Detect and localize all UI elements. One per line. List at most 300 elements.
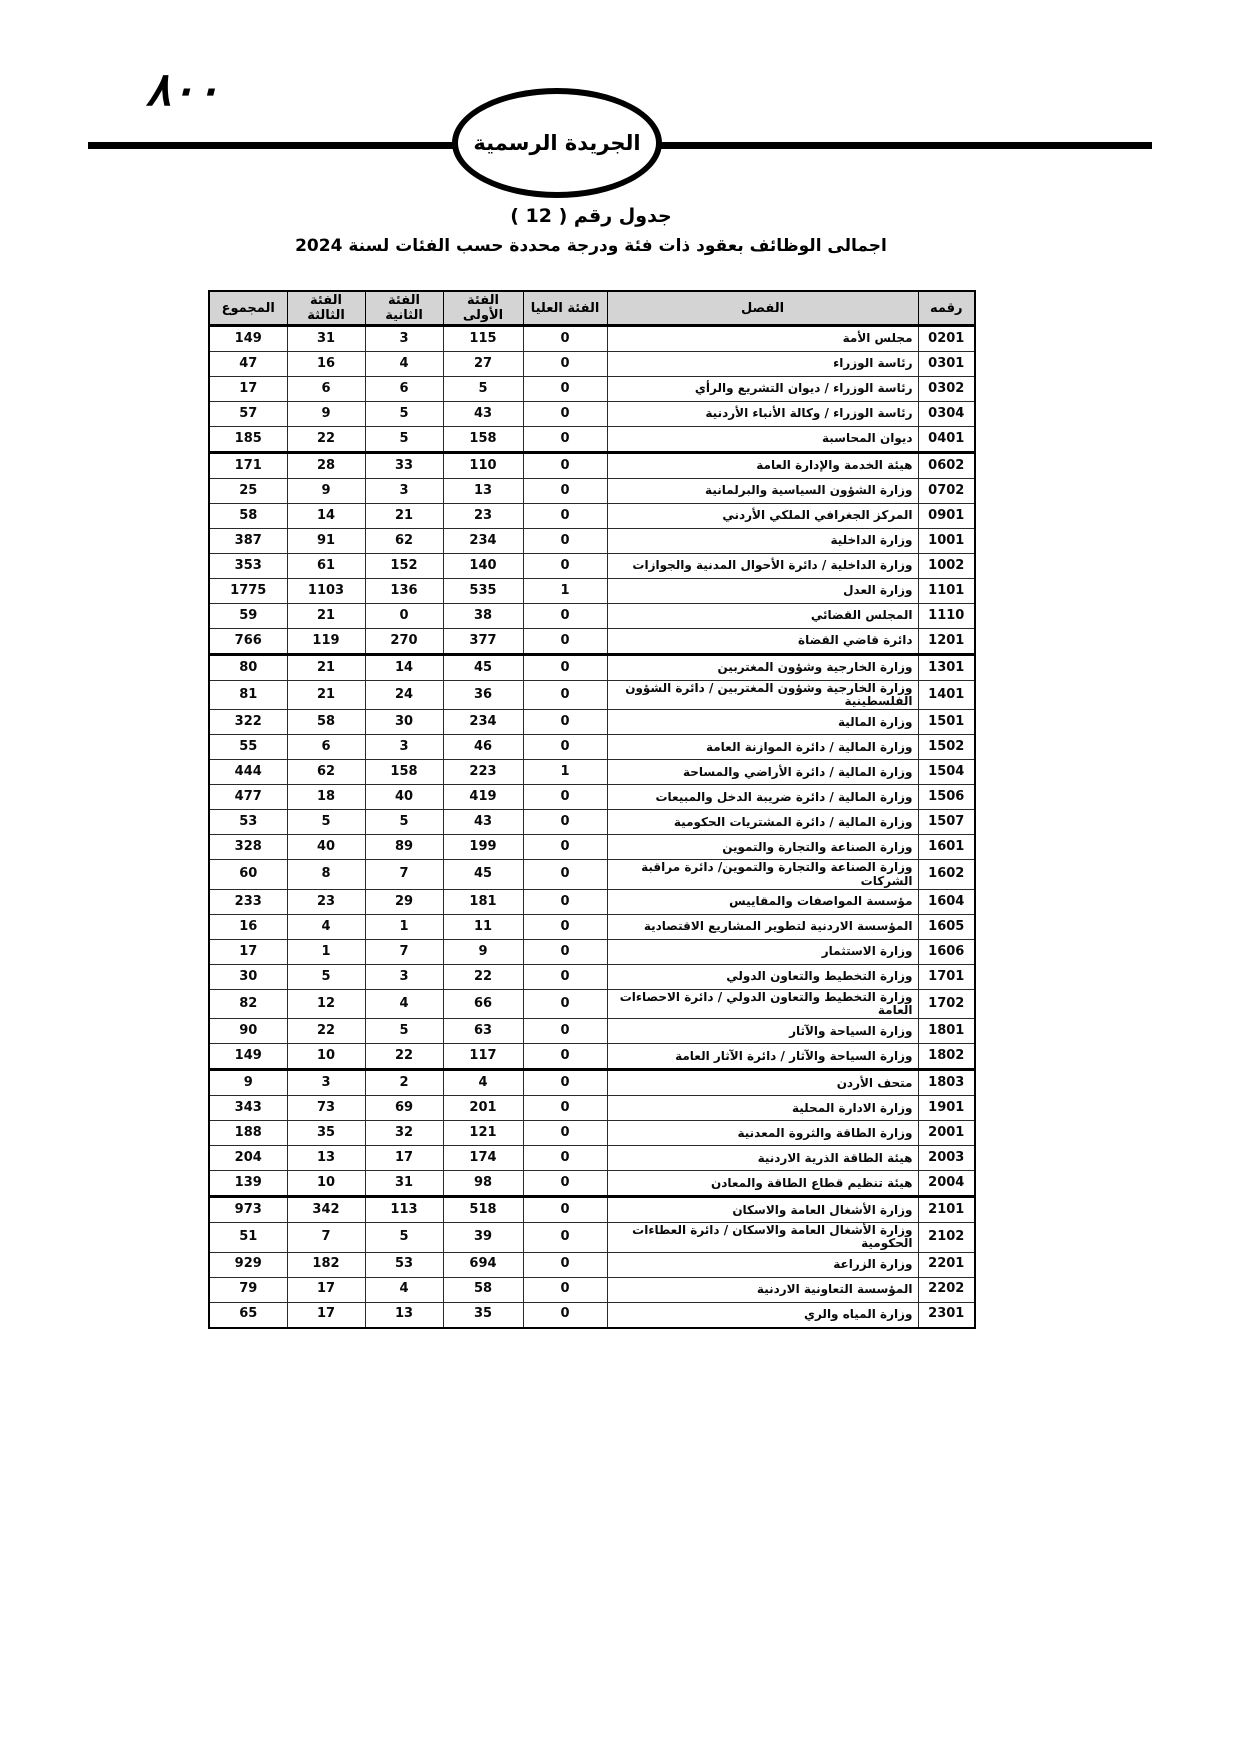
cell-third: 12 xyxy=(287,989,365,1018)
cell-total: 9 xyxy=(209,1070,287,1096)
table-row xyxy=(209,1121,975,1146)
cell-upper: 0 xyxy=(523,1252,607,1277)
cell-total: 171 xyxy=(209,453,287,479)
col-header-chapter: الفصل xyxy=(607,291,918,326)
jobs-by-category-table xyxy=(208,290,976,1329)
cell-total: 60 xyxy=(209,860,287,889)
table-row xyxy=(209,785,975,810)
cell-second: 2 xyxy=(365,1070,443,1096)
cell-second: 21 xyxy=(365,504,443,529)
cell-second: 3 xyxy=(365,326,443,352)
cell-upper: 0 xyxy=(523,1197,607,1223)
cell-code: 1606 xyxy=(918,939,975,964)
cell-upper: 0 xyxy=(523,810,607,835)
table-row xyxy=(209,810,975,835)
cell-second: 113 xyxy=(365,1197,443,1223)
table-row xyxy=(209,710,975,735)
col-header-upper: الفئة العليا xyxy=(523,291,607,326)
cell-code: 1504 xyxy=(918,760,975,785)
cell-code: 1802 xyxy=(918,1044,975,1070)
cell-total: 188 xyxy=(209,1121,287,1146)
table-row xyxy=(209,1070,975,1096)
cell-second: 1 xyxy=(365,914,443,939)
table-row xyxy=(209,1252,975,1277)
cell-code: 1901 xyxy=(918,1096,975,1121)
cell-second: 7 xyxy=(365,860,443,889)
cell-first: 43 xyxy=(443,402,523,427)
cell-upper: 0 xyxy=(523,1070,607,1096)
cell-code: 1506 xyxy=(918,785,975,810)
cell-code: 2101 xyxy=(918,1197,975,1223)
cell-second: 24 xyxy=(365,681,443,710)
cell-third: 3 xyxy=(287,1070,365,1096)
cell-total: 79 xyxy=(209,1277,287,1302)
cell-code: 2201 xyxy=(918,1252,975,1277)
cell-upper: 0 xyxy=(523,1096,607,1121)
header-row xyxy=(209,291,975,326)
cell-code: 0602 xyxy=(918,453,975,479)
cell-third: 1103 xyxy=(287,579,365,604)
cell-total: 55 xyxy=(209,735,287,760)
cell-second: 89 xyxy=(365,835,443,860)
cell-second: 158 xyxy=(365,760,443,785)
cell-chapter: وزارة العدل xyxy=(607,579,918,604)
table-row xyxy=(209,352,975,377)
cell-third: 14 xyxy=(287,504,365,529)
table-row xyxy=(209,914,975,939)
cell-total: 58 xyxy=(209,504,287,529)
col-header-first: الفئة الأولى xyxy=(443,291,523,326)
gazette-oval-badge xyxy=(452,88,662,198)
cell-upper: 0 xyxy=(523,1019,607,1044)
cell-upper: 0 xyxy=(523,785,607,810)
cell-second: 5 xyxy=(365,1019,443,1044)
cell-total: 51 xyxy=(209,1223,287,1252)
cell-first: 27 xyxy=(443,352,523,377)
cell-third: 4 xyxy=(287,914,365,939)
cell-code: 1602 xyxy=(918,860,975,889)
cell-first: 36 xyxy=(443,681,523,710)
table-row xyxy=(209,529,975,554)
cell-chapter: وزارة الزراعة xyxy=(607,1252,918,1277)
cell-code: 2003 xyxy=(918,1146,975,1171)
table-row xyxy=(209,1019,975,1044)
cell-chapter: وزارة المالية / دائرة ضريبة الدخل والمبيعات xyxy=(607,785,918,810)
cell-upper: 0 xyxy=(523,402,607,427)
cell-second: 270 xyxy=(365,629,443,655)
table-row xyxy=(209,1171,975,1197)
cell-code: 1604 xyxy=(918,889,975,914)
cell-code: 1401 xyxy=(918,681,975,710)
table-row xyxy=(209,681,975,710)
cell-total: 30 xyxy=(209,964,287,989)
cell-second: 29 xyxy=(365,889,443,914)
cell-second: 5 xyxy=(365,427,443,453)
page-number: ٨٠٠ xyxy=(145,62,221,116)
cell-second: 22 xyxy=(365,1044,443,1070)
cell-code: 2102 xyxy=(918,1223,975,1252)
cell-third: 16 xyxy=(287,352,365,377)
cell-chapter: ديوان المحاسبة xyxy=(607,427,918,453)
cell-first: 223 xyxy=(443,760,523,785)
cell-third: 31 xyxy=(287,326,365,352)
cell-chapter: هيئة الطاقة الذرية الاردنية xyxy=(607,1146,918,1171)
cell-third: 18 xyxy=(287,785,365,810)
cell-second: 53 xyxy=(365,1252,443,1277)
cell-code: 1301 xyxy=(918,655,975,681)
cell-first: 121 xyxy=(443,1121,523,1146)
cell-first: 5 xyxy=(443,377,523,402)
cell-upper: 0 xyxy=(523,629,607,655)
cell-first: 4 xyxy=(443,1070,523,1096)
cell-third: 58 xyxy=(287,710,365,735)
cell-third: 1 xyxy=(287,939,365,964)
cell-total: 477 xyxy=(209,785,287,810)
cell-third: 22 xyxy=(287,1019,365,1044)
table-row xyxy=(209,1277,975,1302)
cell-chapter: وزارة الداخلية / دائرة الأحوال المدنية والجوازات xyxy=(607,554,918,579)
cell-code: 1605 xyxy=(918,914,975,939)
cell-chapter: المجلس القضائي xyxy=(607,604,918,629)
cell-third: 28 xyxy=(287,453,365,479)
cell-first: 110 xyxy=(443,453,523,479)
cell-chapter: مؤسسة المواصفات والمقاييس xyxy=(607,889,918,914)
cell-total: 80 xyxy=(209,655,287,681)
cell-second: 13 xyxy=(365,1302,443,1328)
cell-upper: 0 xyxy=(523,1277,607,1302)
cell-second: 31 xyxy=(365,1171,443,1197)
cell-third: 23 xyxy=(287,889,365,914)
cell-third: 5 xyxy=(287,810,365,835)
cell-code: 1101 xyxy=(918,579,975,604)
cell-second: 17 xyxy=(365,1146,443,1171)
cell-first: 140 xyxy=(443,554,523,579)
gazette-badge-label: الجريدة الرسمية xyxy=(473,131,641,155)
cell-chapter: هيئة الخدمة والإدارة العامة xyxy=(607,453,918,479)
table-row xyxy=(209,835,975,860)
cell-total: 444 xyxy=(209,760,287,785)
table-row xyxy=(209,964,975,989)
table-header xyxy=(209,291,975,326)
cell-first: 22 xyxy=(443,964,523,989)
cell-code: 1110 xyxy=(918,604,975,629)
cell-first: 694 xyxy=(443,1252,523,1277)
table-subtitle: اجمالى الوظائف بعقود ذات فئة ودرجة محددة حسب الفئات لسنة 2024 xyxy=(295,236,887,256)
cell-total: 81 xyxy=(209,681,287,710)
table-row xyxy=(209,735,975,760)
cell-first: 158 xyxy=(443,427,523,453)
cell-chapter: وزارة الاستثمار xyxy=(607,939,918,964)
table-row xyxy=(209,402,975,427)
table-row xyxy=(209,860,975,889)
cell-upper: 0 xyxy=(523,681,607,710)
cell-chapter: متحف الأردن xyxy=(607,1070,918,1096)
cell-chapter: وزارة الصناعة والتجارة والتموين xyxy=(607,835,918,860)
cell-third: 9 xyxy=(287,479,365,504)
cell-upper: 0 xyxy=(523,427,607,453)
cell-code: 0302 xyxy=(918,377,975,402)
cell-second: 4 xyxy=(365,352,443,377)
cell-code: 0301 xyxy=(918,352,975,377)
cell-third: 7 xyxy=(287,1223,365,1252)
cell-total: 139 xyxy=(209,1171,287,1197)
cell-third: 21 xyxy=(287,655,365,681)
cell-third: 8 xyxy=(287,860,365,889)
cell-total: 65 xyxy=(209,1302,287,1328)
cell-first: 39 xyxy=(443,1223,523,1252)
table-row xyxy=(209,1044,975,1070)
cell-code: 1701 xyxy=(918,964,975,989)
cell-third: 6 xyxy=(287,735,365,760)
cell-chapter: المؤسسة التعاونية الاردنية xyxy=(607,1277,918,1302)
cell-chapter: وزارة التخطيط والتعاون الدولي / دائرة الاحصاءات العامة xyxy=(607,989,918,1018)
table-row xyxy=(209,629,975,655)
cell-third: 5 xyxy=(287,964,365,989)
cell-second: 40 xyxy=(365,785,443,810)
cell-total: 322 xyxy=(209,710,287,735)
cell-code: 2301 xyxy=(918,1302,975,1328)
cell-total: 185 xyxy=(209,427,287,453)
table-row xyxy=(209,939,975,964)
cell-total: 766 xyxy=(209,629,287,655)
cell-total: 82 xyxy=(209,989,287,1018)
cell-second: 3 xyxy=(365,964,443,989)
col-header-code: رقمه xyxy=(918,291,975,326)
cell-first: 46 xyxy=(443,735,523,760)
cell-second: 0 xyxy=(365,604,443,629)
cell-first: 9 xyxy=(443,939,523,964)
cell-total: 47 xyxy=(209,352,287,377)
cell-chapter: وزارة الادارة المحلية xyxy=(607,1096,918,1121)
cell-total: 16 xyxy=(209,914,287,939)
cell-second: 152 xyxy=(365,554,443,579)
cell-code: 2202 xyxy=(918,1277,975,1302)
cell-chapter: وزارة المالية / دائرة المشتريات الحكومية xyxy=(607,810,918,835)
cell-chapter: وزارة التخطيط والتعاون الدولي xyxy=(607,964,918,989)
cell-upper: 0 xyxy=(523,604,607,629)
cell-chapter: رئاسة الوزراء / ديوان التشريع والرأي xyxy=(607,377,918,402)
cell-chapter: رئاسة الوزراء xyxy=(607,352,918,377)
cell-upper: 0 xyxy=(523,735,607,760)
cell-second: 4 xyxy=(365,1277,443,1302)
cell-upper: 0 xyxy=(523,914,607,939)
cell-third: 91 xyxy=(287,529,365,554)
cell-total: 17 xyxy=(209,377,287,402)
cell-code: 1507 xyxy=(918,810,975,835)
cell-second: 5 xyxy=(365,810,443,835)
cell-third: 17 xyxy=(287,1302,365,1328)
cell-first: 174 xyxy=(443,1146,523,1171)
cell-first: 199 xyxy=(443,835,523,860)
cell-third: 9 xyxy=(287,402,365,427)
cell-first: 45 xyxy=(443,655,523,681)
cell-code: 2004 xyxy=(918,1171,975,1197)
cell-chapter: وزارة المالية xyxy=(607,710,918,735)
cell-second: 3 xyxy=(365,735,443,760)
cell-third: 10 xyxy=(287,1044,365,1070)
cell-third: 21 xyxy=(287,604,365,629)
cell-upper: 0 xyxy=(523,326,607,352)
cell-second: 3 xyxy=(365,479,443,504)
cell-upper: 0 xyxy=(523,1223,607,1252)
cell-total: 343 xyxy=(209,1096,287,1121)
cell-chapter: وزارة المالية / دائرة الموازنة العامة xyxy=(607,735,918,760)
cell-total: 53 xyxy=(209,810,287,835)
cell-first: 234 xyxy=(443,529,523,554)
cell-upper: 0 xyxy=(523,504,607,529)
cell-chapter: وزارة المالية / دائرة الأراضي والمساحة xyxy=(607,760,918,785)
cell-upper: 0 xyxy=(523,479,607,504)
cell-code: 0304 xyxy=(918,402,975,427)
cell-third: 17 xyxy=(287,1277,365,1302)
cell-code: 1502 xyxy=(918,735,975,760)
cell-chapter: وزارة الخارجية وشؤون المغتربين / دائرة الشؤون الفلسطينية xyxy=(607,681,918,710)
table-titles xyxy=(208,205,974,256)
cell-first: 201 xyxy=(443,1096,523,1121)
cell-third: 6 xyxy=(287,377,365,402)
cell-upper: 0 xyxy=(523,352,607,377)
cell-second: 14 xyxy=(365,655,443,681)
cell-second: 5 xyxy=(365,1223,443,1252)
table-row xyxy=(209,1223,975,1252)
cell-first: 234 xyxy=(443,710,523,735)
cell-first: 63 xyxy=(443,1019,523,1044)
cell-total: 90 xyxy=(209,1019,287,1044)
cell-upper: 1 xyxy=(523,760,607,785)
cell-first: 66 xyxy=(443,989,523,1018)
cell-chapter: المؤسسة الاردنية لتطوير المشاريع الاقتصادية xyxy=(607,914,918,939)
cell-chapter: دائرة قاضي القضاة xyxy=(607,629,918,655)
cell-first: 115 xyxy=(443,326,523,352)
cell-chapter: وزارة الصناعة والتجارة والتموين/ دائرة مراقبة الشركات xyxy=(607,860,918,889)
cell-second: 6 xyxy=(365,377,443,402)
cell-first: 58 xyxy=(443,1277,523,1302)
cell-total: 149 xyxy=(209,326,287,352)
cell-third: 342 xyxy=(287,1197,365,1223)
cell-chapter: رئاسة الوزراء / وكالة الأنباء الأردنية xyxy=(607,402,918,427)
cell-chapter: وزارة المياه والري xyxy=(607,1302,918,1328)
col-header-total: المجموع xyxy=(209,291,287,326)
cell-chapter: وزارة الداخلية xyxy=(607,529,918,554)
cell-total: 149 xyxy=(209,1044,287,1070)
cell-code: 1803 xyxy=(918,1070,975,1096)
cell-upper: 0 xyxy=(523,1146,607,1171)
cell-total: 387 xyxy=(209,529,287,554)
cell-upper: 0 xyxy=(523,529,607,554)
cell-upper: 0 xyxy=(523,554,607,579)
table-row xyxy=(209,377,975,402)
table-row xyxy=(209,1302,975,1328)
cell-third: 62 xyxy=(287,760,365,785)
cell-chapter: المركز الجغرافي الملكي الأردني xyxy=(607,504,918,529)
cell-upper: 0 xyxy=(523,1121,607,1146)
cell-chapter: وزارة الأشغال العامة والاسكان xyxy=(607,1197,918,1223)
cell-third: 35 xyxy=(287,1121,365,1146)
table-row xyxy=(209,579,975,604)
cell-first: 35 xyxy=(443,1302,523,1328)
cell-chapter: وزارة الشؤون السياسية والبرلمانية xyxy=(607,479,918,504)
cell-code: 1501 xyxy=(918,710,975,735)
cell-second: 7 xyxy=(365,939,443,964)
col-header-third: الفئة الثالثة xyxy=(287,291,365,326)
cell-total: 353 xyxy=(209,554,287,579)
table-row xyxy=(209,554,975,579)
cell-total: 328 xyxy=(209,835,287,860)
cell-third: 73 xyxy=(287,1096,365,1121)
cell-third: 21 xyxy=(287,681,365,710)
cell-first: 181 xyxy=(443,889,523,914)
cell-total: 57 xyxy=(209,402,287,427)
cell-second: 5 xyxy=(365,402,443,427)
cell-code: 0201 xyxy=(918,326,975,352)
cell-upper: 1 xyxy=(523,579,607,604)
cell-third: 182 xyxy=(287,1252,365,1277)
cell-chapter: وزارة الخارجية وشؤون المغتربين xyxy=(607,655,918,681)
cell-code: 1601 xyxy=(918,835,975,860)
cell-second: 32 xyxy=(365,1121,443,1146)
cell-upper: 0 xyxy=(523,1171,607,1197)
cell-upper: 0 xyxy=(523,1302,607,1328)
cell-upper: 0 xyxy=(523,710,607,735)
table-row xyxy=(209,989,975,1018)
table-title: جدول رقم ( 12 ) xyxy=(510,205,672,227)
cell-upper: 0 xyxy=(523,655,607,681)
cell-upper: 0 xyxy=(523,964,607,989)
cell-first: 419 xyxy=(443,785,523,810)
cell-first: 98 xyxy=(443,1171,523,1197)
table-row xyxy=(209,1146,975,1171)
cell-code: 1201 xyxy=(918,629,975,655)
cell-first: 11 xyxy=(443,914,523,939)
cell-second: 33 xyxy=(365,453,443,479)
cell-first: 117 xyxy=(443,1044,523,1070)
cell-third: 119 xyxy=(287,629,365,655)
cell-second: 4 xyxy=(365,989,443,1018)
cell-code: 0901 xyxy=(918,504,975,529)
cell-upper: 0 xyxy=(523,860,607,889)
cell-code: 1001 xyxy=(918,529,975,554)
cell-total: 204 xyxy=(209,1146,287,1171)
cell-first: 38 xyxy=(443,604,523,629)
table-row xyxy=(209,326,975,352)
cell-code: 1801 xyxy=(918,1019,975,1044)
cell-first: 535 xyxy=(443,579,523,604)
cell-first: 43 xyxy=(443,810,523,835)
cell-total: 929 xyxy=(209,1252,287,1277)
cell-total: 17 xyxy=(209,939,287,964)
cell-second: 30 xyxy=(365,710,443,735)
cell-upper: 0 xyxy=(523,889,607,914)
table-row xyxy=(209,504,975,529)
cell-second: 136 xyxy=(365,579,443,604)
cell-total: 59 xyxy=(209,604,287,629)
cell-third: 40 xyxy=(287,835,365,860)
cell-first: 377 xyxy=(443,629,523,655)
cell-chapter: مجلس الأمة xyxy=(607,326,918,352)
table-row xyxy=(209,479,975,504)
cell-third: 13 xyxy=(287,1146,365,1171)
cell-chapter: وزارة الطاقة والثروة المعدنية xyxy=(607,1121,918,1146)
cell-first: 45 xyxy=(443,860,523,889)
table-row xyxy=(209,655,975,681)
cell-chapter: وزارة السياحة والآثار / دائرة الآثار العامة xyxy=(607,1044,918,1070)
cell-first: 518 xyxy=(443,1197,523,1223)
cell-upper: 0 xyxy=(523,939,607,964)
cell-upper: 0 xyxy=(523,377,607,402)
table-row xyxy=(209,453,975,479)
table-row xyxy=(209,1096,975,1121)
table-row xyxy=(209,760,975,785)
